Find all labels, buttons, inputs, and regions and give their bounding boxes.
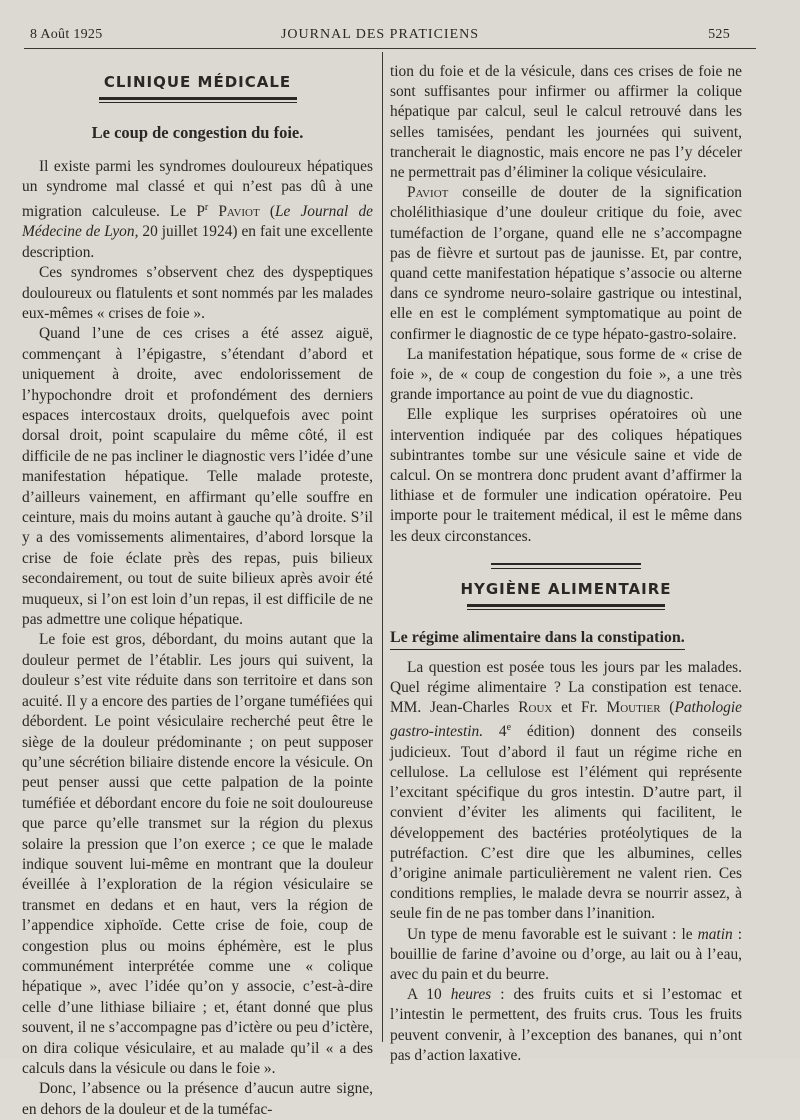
paragraph: Il existe parmi les syndromes douloureux hépatiques un syndrome mal classé et qui n’est pas dû à une migration calculeuse. Le $P^r$ Paviot (Le Journal de Médecine de Lyon, 20 juillet 1924) en fait une excellente description. [22, 158, 373, 261]
right-column [390, 62, 742, 1066]
running-header [30, 27, 730, 47]
book-citation: Pathologie gastro-intestin. [390, 699, 742, 741]
paragraph: La manifestation hépatique, sous forme de « crise de foie », de « coup de congestion du foie », a une très grande importance au point de vue du diagnostic. [390, 345, 742, 404]
paragraph: Le foie est gros, débordant, du moins autant que la douleur permet de l’établir. Les jours qui suivent, la douleur s’est vite réduite dans son territoire et dans son acuité. Il y a encore des parties de l’organe tuméfiées qui débordent. Le point vésiculaire recherché peut être le siège de la douleur prédominante ; on peut supposer qu’une sécrétion biliaire distende encore la vésicule. On peut penser aussi que cette palpation de la pointe tuméfiée et débordant encore du foie ne soit douloureuse que parce qu’elle transmet sur la région du plexus solaire la pression que l’on exerce ; ce que le malade indique souvent lui-même en montrant que la douleur éveillée à l’exploration de la région vésiculaire se transmet en dedans et en haut, vers la région de l’appendice xiphoïde. Cette crise de foie, coup de congestion plus ou moins éphémère, est le plus communément interprétée comme une « colique hépatique », avec l’idée qu’on y associe, c’est-à-dire celle d’une lithiase biliaire ; et, étant donné que plus souvent, il ne s’accompagne pas d’ictère ou peu d’ictère, on dira colique vésiculaire, et au malade qu’il « a des calculs dans la vésicule ou dans le foie ». [22, 631, 373, 1077]
paragraph: Paviot conseille de douter de la signification cholélithiasique d’une douleur critique du foie, avec tuméfaction de l’organe, quand elle ne s’accompagne pas de fièvre et surtout pas de jaunisse. Et, par contre, quand cette manifestation hépatique s’associe ou alterne dans ce syndrome neuro-solaire gastrique ou intestinal, elle en est le complément symptomatique au point de confirmer le diagnostic de ce type hépato-gastro-solaire. [390, 184, 742, 343]
section-title-clinique: CLINIQUE MÉDICALE [103, 73, 292, 91]
author-name: Paviot [218, 202, 260, 220]
section-title-rule [467, 604, 665, 610]
article-separator [491, 563, 641, 569]
paragraph: A 10 heures : des fruits cuits et si l’estomac et l’intestin le permettent, des fruits crus. Tous les fruits peuvent convenir, à l’exception des bananes, qui n’ont pas d’action laxative. [390, 986, 742, 1064]
paragraph: Donc, l’absence ou la présence d’aucun autre signe, en dehors de la douleur et de la tuméfac- [22, 1080, 373, 1118]
paragraph: La question est posée tous les jours par les malades. Quel régime alimentaire ? La constipation est tenace. MM. Jean-Charles Roux et Fr. Moutier (Pathologie gastro-intestin. 4e édition) donnent des conseils judicieux. Tout d’abord il faut un régime riche en cellulose. La cellulose est l’élément qui représente l’excitant spécifique du gros intestin. D’autre part, il convient d’éviter les aliments qui facilitent, le développement des bactéries protéolytiques de la putréfaction. C’est dire que les albumines, celles d’origine animale particulièrement ne valent rien. Ces conditions remplies, le malade devra se nourrir assez, à seule fin de ne pas tomber dans l’inanition. [390, 658, 742, 923]
paragraph: Quand l’une de ces crises a été assez aiguë, commençant à l’épigastre, s’étendant d’abord et uniquement à droite, avec endolorissement de l’hypochondre droit et profondément des derniers espaces intercostaux droits, quelquefois avec point dorsal droit, point scapulaire du même côté, il est difficile de ne pas incliner le diagnostic vers l’idée d’une manifestation hépatique. Telle malade proteste, d’ailleurs vainement, en affirmant qu’elle souffre en ceinture, mais du moins autant à gauche qu’à droite. S’il y a des vomissements alimentaires, d’abord lorsque la crise de foie éclate près des repas, puis bilieux secondairement, ou tout de suite bilieux après avoir été muqueux, si l’on est loin d’un repas, il est difficile de ne pas admettre une colique hépatique. [22, 325, 373, 629]
author-name: Paviot [407, 184, 449, 202]
paragraph: Ces syndromes s’observent chez des dyspeptiques douloureux ou flatulents et sont nommés par les malades eux-mêmes « crises de foie ». [22, 264, 373, 322]
issue-date: 8 Août 1925 [30, 27, 103, 42]
paragraph: Elle explique les surprises opératoires où une intervention indiquée par des coliques hépatiques subintrantes tombe sur une vésicule saine et vide de calcul. On se montrera donc prudent avant d’affirmer la lithiase et de formuler une indication opératoire. Peu importe pour le traitement médical, il est le même dans les deux circonstances. [390, 406, 742, 545]
paragraph: Un type de menu favorable est le suivant : le matin : bouillie de farine d’avoine ou d’orge, au lait ou à l’eau, avec du pain et du beurre. [390, 925, 743, 984]
section-title-rule [99, 97, 297, 103]
page-number: 525 [708, 27, 730, 42]
journal-title: JOURNAL DES PRATICIENS [280, 27, 480, 42]
section-title-hygiene: HYGIÈNE ALIMENTAIRE [460, 579, 672, 598]
paragraph-continued: tion du foie et de la vésicule, dans ces crises de foie ne sont suffisantes pour infirmer ou affirmer la colique hépatique par calcul, seul le calcul retrouvé dans les selles tamisées, pendant les journées qui suivent, trancherait le diagnostic, mais encore ne pas l’y déceler ne permettrait pas d’éliminer la colique vésiculaire. [390, 63, 742, 182]
author-name: Roux [518, 699, 553, 717]
meal-time: heures [450, 986, 492, 1004]
header-rule [24, 48, 756, 49]
column-rule [382, 52, 383, 1042]
left-column [22, 64, 373, 1120]
meal-time: matin [697, 925, 733, 943]
article-title-congestion: Le coup de congestion du foie. [91, 123, 304, 142]
author-name: Moutier [606, 699, 661, 717]
article-title-constipation: Le régime alimentaire dans la constipation. [390, 628, 742, 648]
journal-citation: Le Journal de Médecine de Lyon, [22, 202, 373, 241]
